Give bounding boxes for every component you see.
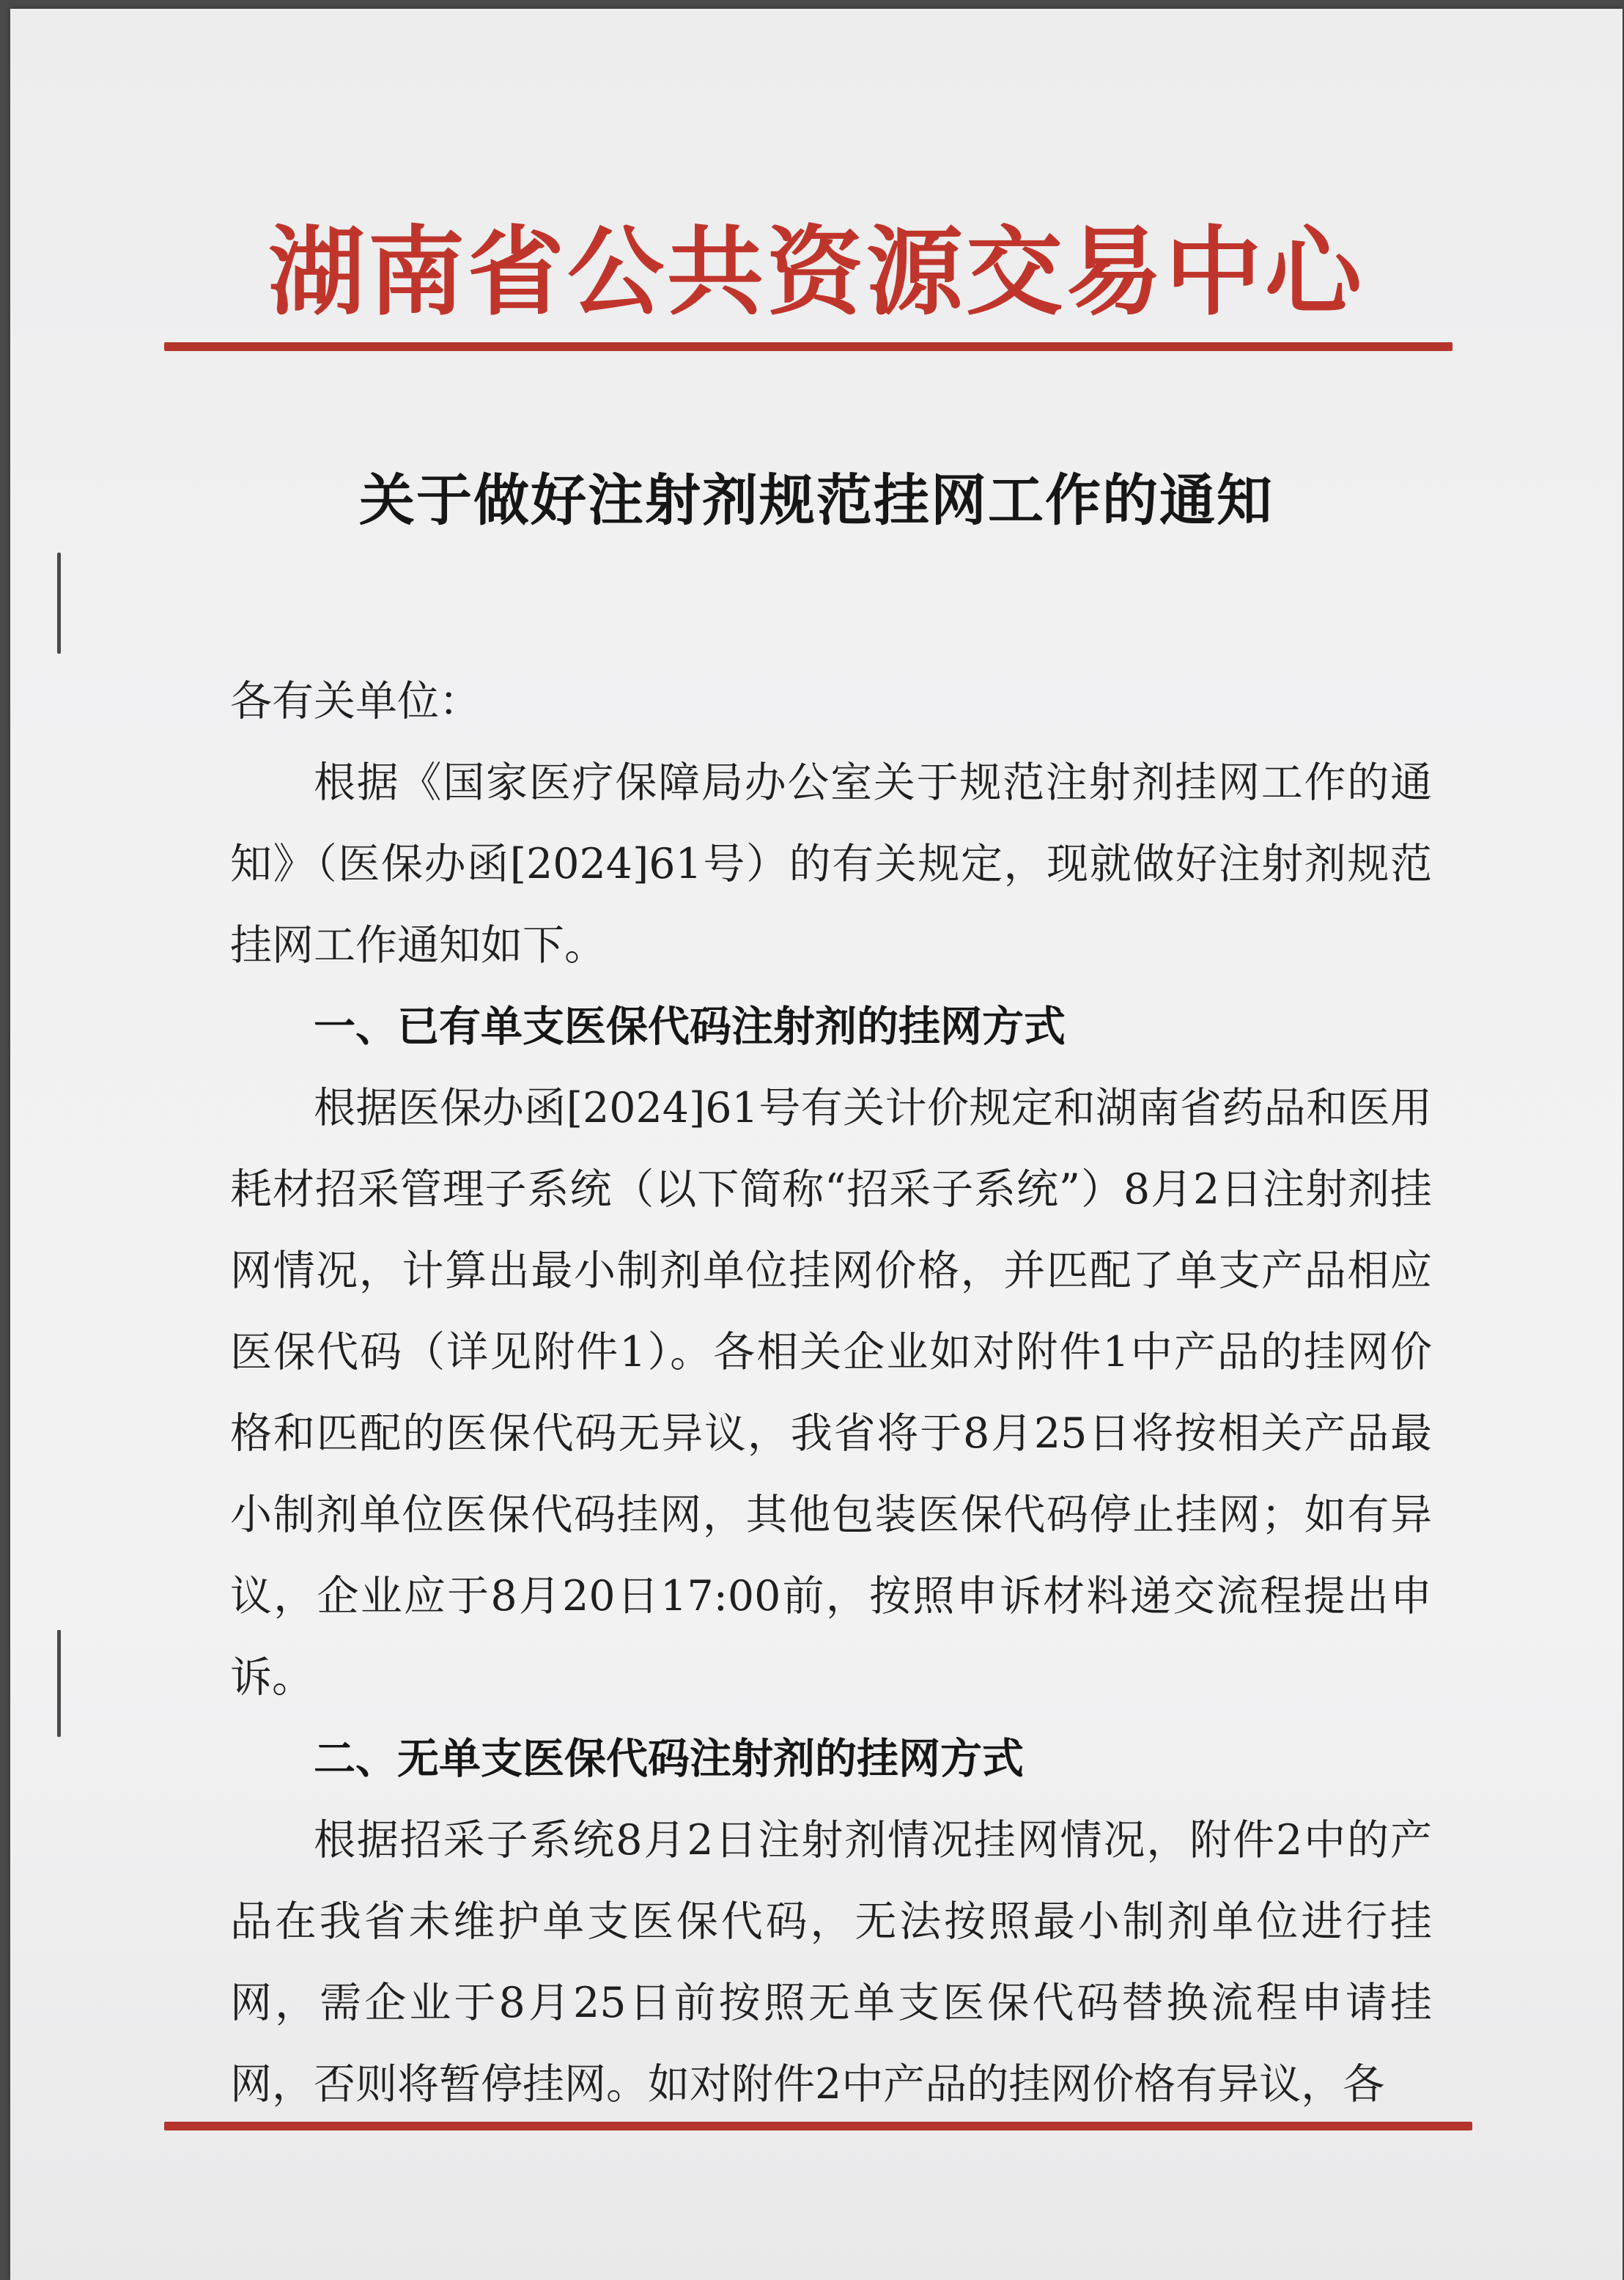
section-2-paragraph: 根据招采子系统8月2日注射剂情况挂网情况，附件2中的产品在我省未维护单支医保代码，无法按照最小制剂单位进行挂网，需企业于8月25日前按照无单支医保代码替换流程申请挂网，否则将暂停挂网。如对附件2中产品的挂网价格有异议，各 (230, 1816, 1432, 2109)
section-2-heading: 二、无单支医保代码注射剂的挂网方式 (314, 1735, 1024, 1783)
document-page (10, 9, 1623, 2280)
notice-body (230, 661, 1432, 2125)
notice-title: 关于做好注射剂规范挂网工作的通知 (359, 468, 1274, 533)
salutation: 各有关单位： (230, 677, 481, 726)
letterhead: 湖南省公共资源交易中心 (268, 216, 1365, 329)
binding-mark (57, 553, 61, 654)
intro-paragraph: 根据《国家医疗保障局办公室关于规范注射剂挂网工作的通知》（医保办函[2024]61号）的有关规定，现就做好注射剂规范挂网工作通知如下。 (230, 759, 1432, 970)
footer-red-rule (164, 2122, 1472, 2130)
section-1-heading: 一、已有单支医保代码注射剂的挂网方式 (314, 1003, 1066, 1051)
section-1-paragraph: 根据医保办函[2024]61号有关计价规定和湖南省药品和医用耗材招采管理子系统（以下简称“招采子系统”）8月2日注射剂挂网情况，计算出最小制剂单位挂网价格，并匹配了单支产品相应医保代码（详见附件1）。各相关企业如对附件1中产品的挂网价格和匹配的医保代码无异议，我省将于8月25日将按相关产品最小制剂单位医保代码挂网，其他包装医保代码停止挂网；如有异议，企业应于8月20日17:00前，按照申诉材料递交流程提出申诉。 (230, 1084, 1432, 1702)
letterhead-red-rule (164, 342, 1453, 351)
binding-mark (57, 1630, 61, 1737)
